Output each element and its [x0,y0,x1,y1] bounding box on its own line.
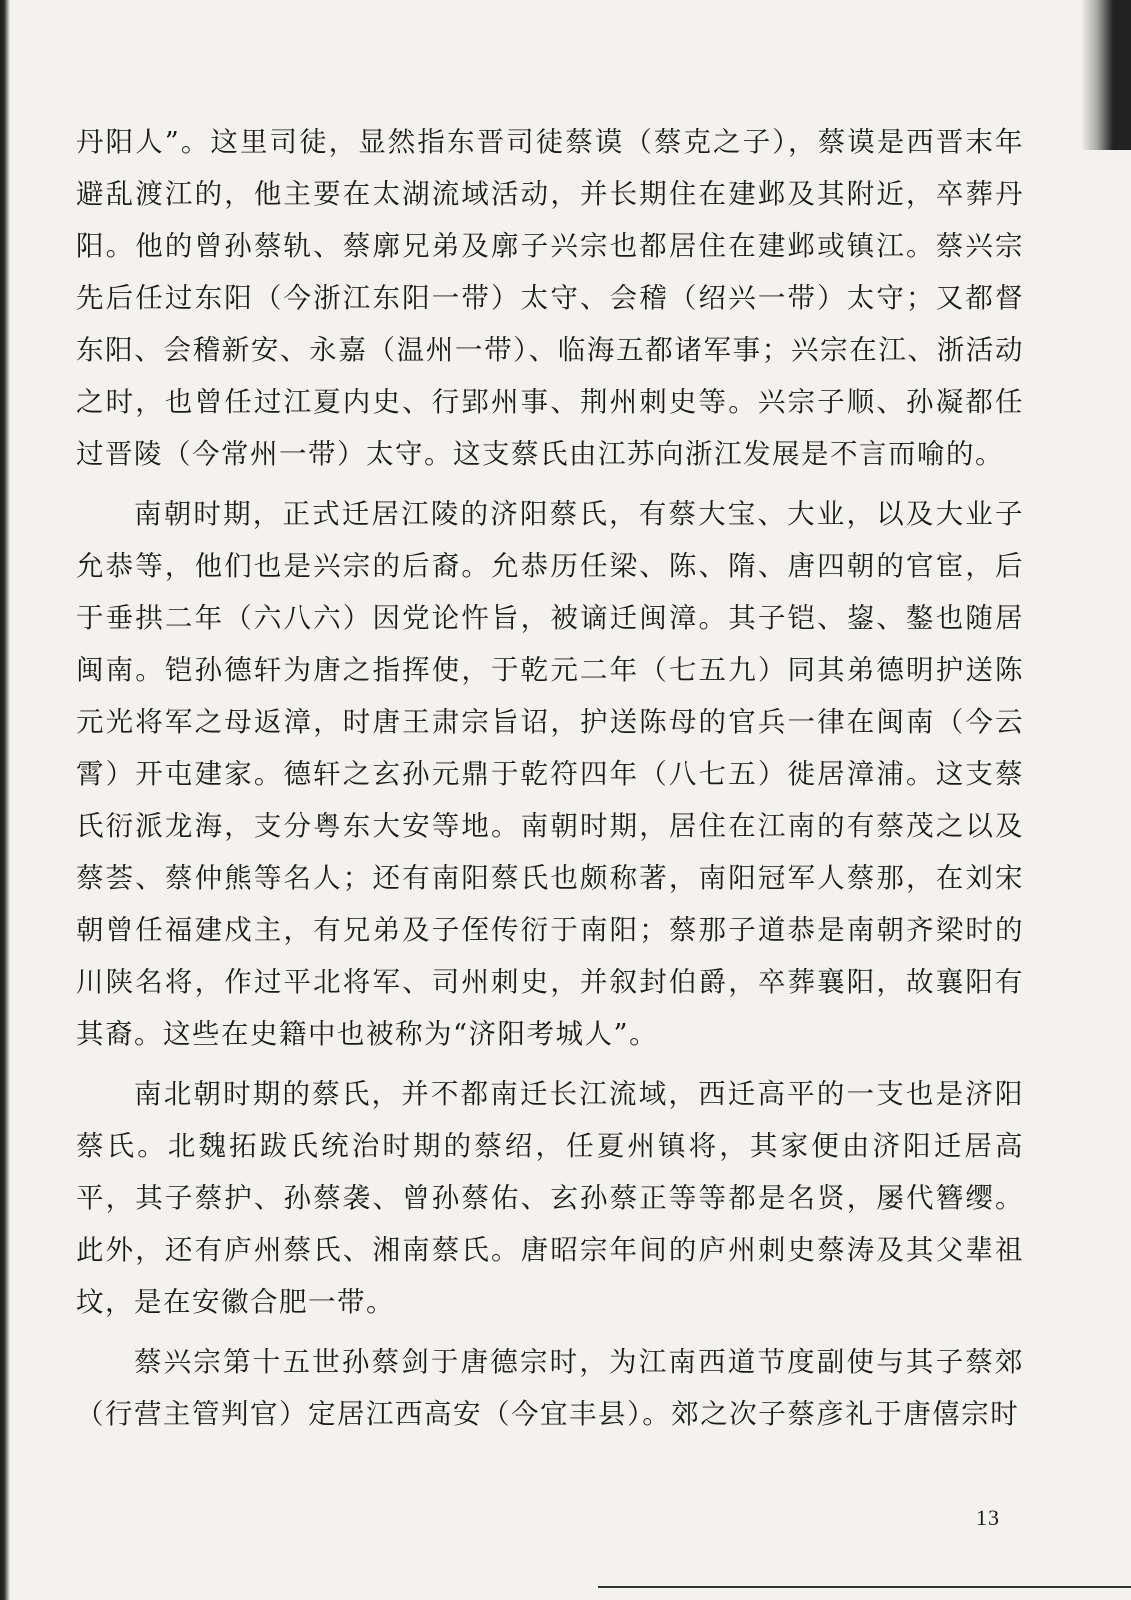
scan-corner-shadow [1081,0,1131,150]
paragraph-4: 蔡兴宗第十五世孙蔡剑于唐德宗时，为江南西道节度副使与其子蔡郊（行营主管判官）定居江西高安（今宜丰县）。郊之次子蔡彦礼于唐僖宗时 [76,1346,1024,1430]
paragraph-1: 丹阳人”。这里司徒，显然指东晋司徒蔡谟（蔡克之子），蔡谟是西晋末年避乱渡江的，他主要在太湖流域活动，并长期住在建邺及其附近，卒葬丹阳。他的曾孙蔡轨、蔡廓兄弟及廓子兴宗也都居住在建邺或镇江。蔡兴宗先后任过东阳（今浙江东阳一带）太守、会稽（绍兴一带）太守；又都督东阳、会稽新安、永嘉（温州一带）、临海五都诸军事；兴宗在江、浙活动之时，也曾任过江夏内史、行郢州事、荆州刺史等。兴宗子顺、孙凝都任过晋陵（今常州一带）太守。这支蔡氏由江苏向浙江发展是不言而喻的。 [76,126,1024,470]
bottom-rule [598,1586,1131,1588]
paragraph-2: 南朝时期，正式迁居江陵的济阳蔡氏，有蔡大宝、大业，以及大业子允恭等，他们也是兴宗的后裔。允恭历任梁、陈、隋、唐四朝的官宦，后于垂拱二年（六八六）因党论忤旨，被谪迁闽漳。其子铠、鋆、鏊也随居闽南。铠孙德轩为唐之指挥使，于乾元二年（七五九）同其弟德明护送陈元光将军之母返漳，时唐王肃宗旨诏，护送陈母的官兵一律在闽南（今云霄）开屯建家。德轩之玄孙元鼎于乾符四年（八七五）徙居漳浦。这支蔡氏衍派龙海，支分粤东大安等地。南朝时期，居住在江南的有蔡茂之以及蔡荟、蔡仲熊等名人；还有南阳蔡氏也颇称著，南阳冠军人蔡那，在刘宋朝曾任福建戍主，有兄弟及子侄传衍于南阳；蔡那子道恭是南朝齐梁时的川陕名将，作过平北将军、司州刺史，并叙封伯爵，卒葬襄阳，故襄阳有其裔。这些在史籍中也被称为“济阳考城人”。 [76,498,1024,1050]
page-number: 13 [976,1505,1000,1530]
scan-left-edge-shadow [0,0,10,1600]
body-text [76,116,1024,1440]
paragraph-3: 南北朝时期的蔡氏，并不都南迁长江流域，西迁高平的一支也是济阳蔡氏。北魏拓跋氏统治时期的蔡绍，任夏州镇将，其家便由济阳迁居高平，其子蔡护、孙蔡袭、曾孙蔡佑、玄孙蔡正等等都是名贤，屡代簪缨。此外，还有庐州蔡氏、湘南蔡氏。唐昭宗年间的庐州刺史蔡涛及其父辈祖坟，是在安徽合肥一带。 [76,1078,1024,1318]
